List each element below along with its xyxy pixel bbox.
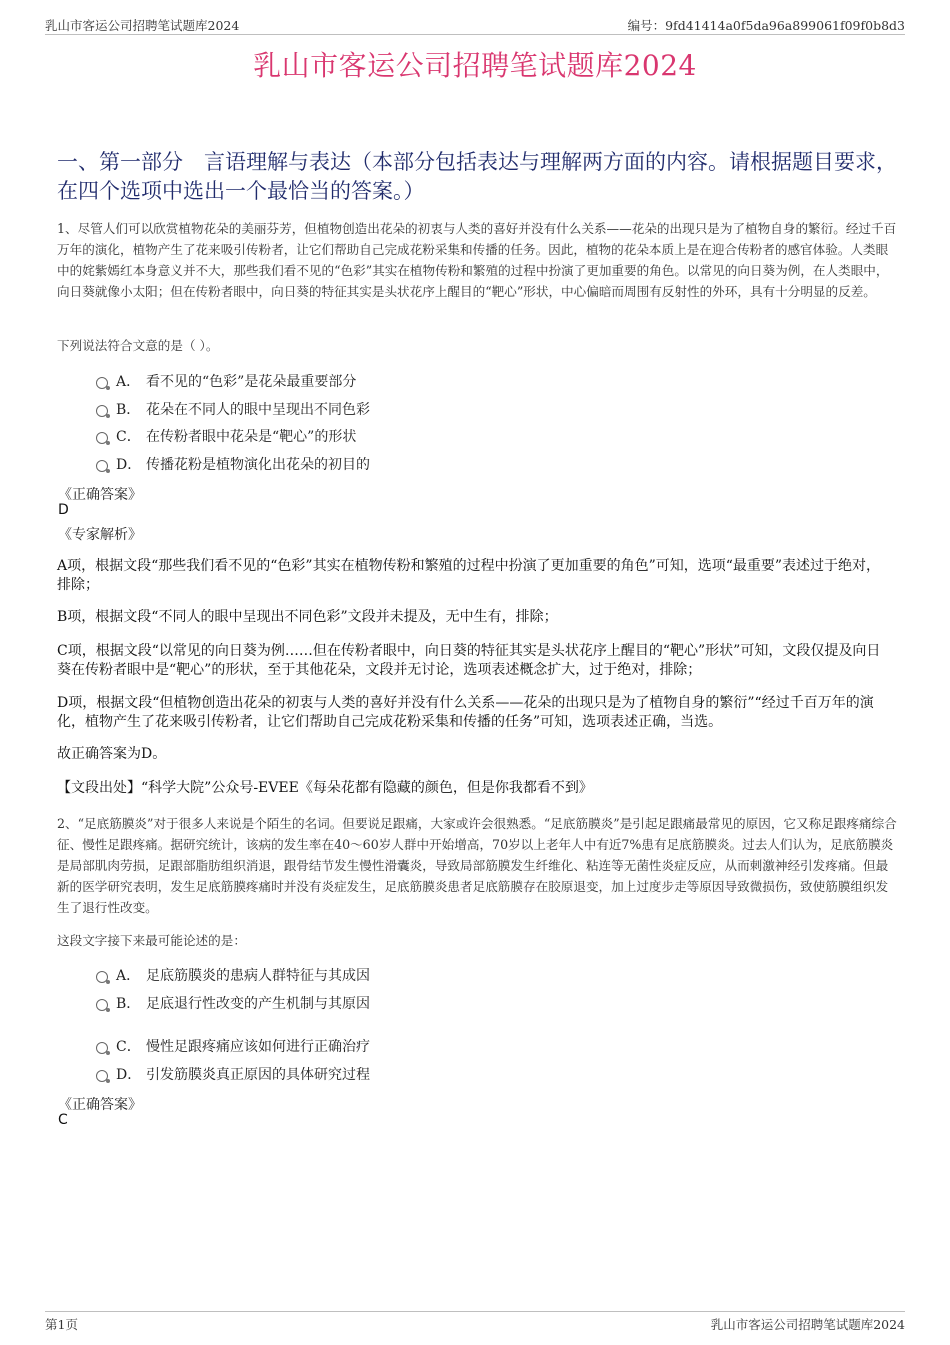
page-header — [45, 14, 905, 35]
radio-icon[interactable] — [96, 1070, 108, 1082]
option-letter: D． — [116, 457, 142, 473]
option-letter: A． — [116, 374, 141, 390]
q2-answer-label: 《正确答案》 — [58, 1097, 142, 1113]
q1-answer-label: 《正确答案》 — [58, 487, 142, 503]
option-text: 引发筋膜炎真正原因的具体研究过程 — [146, 1067, 370, 1083]
q2-option-b[interactable] — [96, 993, 370, 1013]
q1-analysis-c: C项，根据文段“以常见的向日葵为例……但在传粉者眼中，向日葵的特征其实是头状花序上醒目的“靶心”形状”可知，文段仅提及向日葵在传粉者眼中是“靶心”的形状，至于其他花朵，文段并无讨论，选项表述概念扩大，过于绝对，排除； — [57, 643, 881, 678]
option-letter: D． — [116, 1067, 142, 1083]
q1-option-c[interactable] — [96, 426, 356, 446]
q1-analysis-b: B项，根据文段“不同人的眼中呈现出不同色彩”文段并未提及，无中生有，排除； — [57, 609, 558, 625]
radio-icon[interactable] — [96, 460, 108, 472]
option-text: 花朵在不同人的眼中呈现出不同色彩 — [146, 402, 370, 418]
radio-icon[interactable] — [96, 971, 108, 983]
q1-option-b[interactable] — [96, 399, 370, 419]
q2-option-c[interactable] — [96, 1036, 370, 1056]
q2-option-a[interactable] — [96, 965, 370, 985]
option-text: 足底退行性改变的产生机制与其原因 — [146, 996, 370, 1012]
q1-answer: D — [58, 502, 69, 518]
option-text: 足底筋膜炎的患病人群特征与其成因 — [146, 968, 370, 984]
page-number: 第1页 — [45, 1317, 78, 1332]
header-doc-title: 乳山市客运公司招聘笔试题库2024 — [45, 18, 240, 33]
page-footer — [45, 1311, 905, 1332]
footer-doc-title: 乳山市客运公司招聘笔试题库2024 — [710, 1317, 905, 1332]
q1-passage: 1、尽管人们可以欣赏植物花朵的美丽芬芳，但植物创造出花朵的初衷与人类的喜好并没有什么关系——花朵的出现只是为了植物自身的繁衍。经过千百万年的演化，植物产生了花来吸引传粉者，让它们帮助自己完成花粉采集和传播的任务。因此，植物的花朵本质上是在迎合传粉者的感官体验。人类眼中的姹紫嫣红本身意义并不大，那些我们看不见的“色彩”其实在植物传粉和繁殖的过程中扮演了更加重要的角色。以常见的向日葵为例，在人类眼中，向日葵就像小太阳；但在传粉者眼中，向日葵的特征其实是头状花序上醒目的“靶心”形状，中心偏暗而周围有反射性的外环，具有十分明显的反差。 — [57, 221, 897, 299]
option-text: 传播花粉是植物演化出花朵的初目的 — [146, 457, 370, 473]
q1-analysis-label: 《专家解析》 — [58, 527, 142, 543]
option-text: 慢性足跟疼痛应该如何进行正确治疗 — [146, 1039, 370, 1055]
q2-passage: 2、“足底筋膜炎”对于很多人来说是个陌生的名词。但要说足跟痛，大家或许会很熟悉。“足底筋膜炎”是引起足跟痛最常见的原因，它又称足跟疼痛综合征、慢性足跟疼痛。据研究统计，该病的发生率在40～60岁人群中开始增高，70岁以上老年人中有近7%患有足底筋膜炎。过去人们认为，足底筋膜炎是局部肌肉劳损，足跟部脂肪组织消退，跟骨结节发生慢性滑囊炎，导致局部筋膜发生纤维化、粘连等无菌性炎症反应，从而刺激神经引发疼痛。但最新的医学研究表明，发生足底筋膜疼痛时并没有炎症发生，足底筋膜炎患者足底筋膜存在胶原退变，加上过度步走等原因导致微损伤，致使筋膜组织发生了退行性改变。 — [57, 816, 897, 915]
radio-icon[interactable] — [96, 432, 108, 444]
radio-icon[interactable] — [96, 999, 108, 1011]
section-heading: 一、第一部分 言语理解与表达（本部分包括表达与理解两方面的内容。请根据题目要求，在四个选项中选出一个最恰当的答案。） — [57, 150, 897, 203]
option-letter: A． — [116, 968, 141, 984]
q1-option-a[interactable] — [96, 371, 356, 391]
option-text: 在传粉者眼中花朵是“靶心”的形状 — [146, 429, 357, 445]
q1-conclusion: 故正确答案为D。 — [57, 746, 167, 762]
q1-prompt: 下列说法符合文意的是（ ）。 — [57, 338, 219, 353]
q1-option-d[interactable] — [96, 454, 370, 474]
option-text: 看不见的“色彩”是花朵最重要部分 — [146, 374, 357, 390]
q1-source: 【文段出处】“科学大院”公众号-EVEE《每朵花都有隐藏的颜色，但是你我都看不到》 — [57, 780, 593, 796]
radio-icon[interactable] — [96, 1042, 108, 1054]
q2-answer: C — [58, 1112, 68, 1128]
radio-icon[interactable] — [96, 405, 108, 417]
option-letter: C． — [116, 429, 141, 445]
q1-analysis-d: D项，根据文段“但植物创造出花朵的初衷与人类的喜好并没有什么关系——花朵的出现只是为了植物自身的繁衍”“经过千百万年的演化，植物产生了花来吸引传粉者，让它们帮助自己完成花粉采集和传播的任务”可知，选项表述正确，当选。 — [57, 695, 874, 730]
option-letter: B． — [116, 402, 141, 418]
header-doc-id: 编号：9fd41414a0f5da96a899061f09f0b8d3 — [627, 18, 905, 33]
q2-option-d[interactable] — [96, 1064, 370, 1084]
radio-icon[interactable] — [96, 377, 108, 389]
option-letter: C． — [116, 1039, 141, 1055]
option-letter: B． — [116, 996, 141, 1012]
q2-prompt: 这段文字接下来最可能论述的是： — [57, 933, 246, 948]
page-title: 乳山市客运公司招聘笔试题库2024 — [253, 49, 697, 82]
q1-analysis-a: A项，根据文段“那些我们看不见的“色彩”其实在植物传粉和繁殖的过程中扮演了更加重要的角色”可知，选项“最重要”表述过于绝对，排除； — [57, 558, 881, 593]
